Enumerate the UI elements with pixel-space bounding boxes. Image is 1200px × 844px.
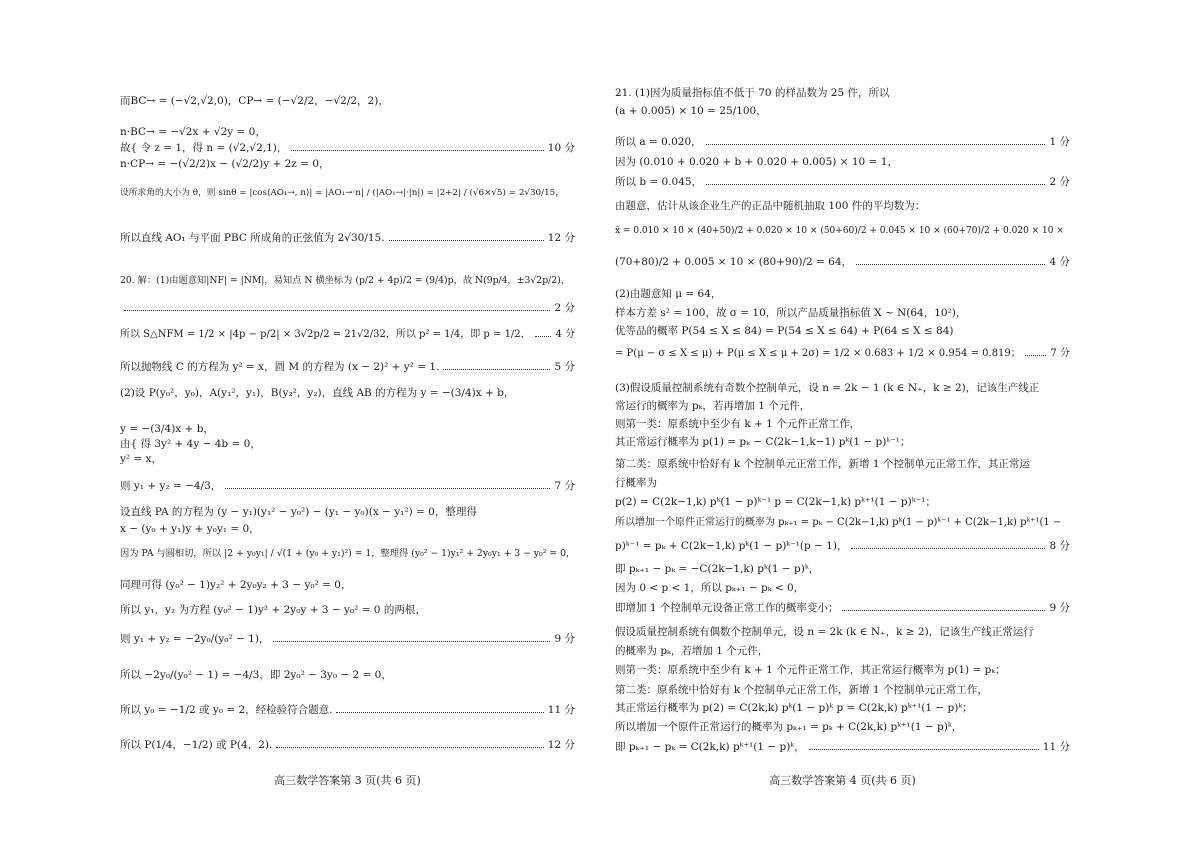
answer-line-text: 所以 y₀ = −1/2 或 y₀ = 2，经检验符合题意. [120, 704, 333, 716]
answer-line [615, 663, 1070, 677]
answer-line-text: (3)假设质量控制系统有奇数个控制单元，设 n = 2k − 1 (k ∈ N₊，k ≥ 2)，记该生产线正 [615, 382, 1040, 394]
answer-line-text: 假设质量控制系统有偶数个控制单元，设 n = 2k (k ∈ N₊，k ≥ 2)，记该生产线正常运行 [615, 626, 1034, 638]
score-leader-dots [706, 175, 1045, 185]
answer-line [615, 562, 1070, 576]
score-leader-dots [842, 601, 1045, 611]
answer-line-text: 的概率为 pₖ，若增加 1 个元件， [615, 645, 769, 657]
answer-line [120, 668, 575, 682]
answer-line-text: 设所求角的大小为 θ，则 sinθ = |cos⟨AO₁→, n⟩| = |AO₁→·n| / (|AO₁→|·|n|) = |2+2| / (√6×√5) = 2√30/15， [120, 188, 564, 198]
score-marker: 4 分 [1049, 256, 1070, 268]
answer-line-text: (2)设 P(y₀²，y₀)，A(y₁²，y₁)，B(y₂²，y₂)，直线 AB 的方程为 y = −(3/4)x + b， [120, 387, 515, 399]
answer-line-text: 优等品的概率 P(54 ≤ X ≤ 84) = P(54 ≤ X ≤ 64) + P(64 ≤ X ≤ 84) [615, 325, 954, 337]
score-leader-dots [124, 301, 550, 311]
answer-line-text: 由{ 得 3y² + 4y − 4b = 0， [120, 438, 261, 450]
answer-line [120, 547, 575, 561]
answer-line-text: 则第一类：原系统中至少有 k + 1 个元件正常工作，其正常运行概率为 p(1) = pₖ； [615, 664, 1006, 676]
score-leader-dots [706, 135, 1046, 145]
answer-line-text: 则第一类：原系统中至少有 k + 1 个元件正常工作， [615, 418, 861, 430]
score-leader-dots [291, 141, 543, 151]
answer-line-text: 样本方差 s² = 100，故 σ = 10，所以产品质量指标值 X ~ N(64，10²)， [615, 307, 967, 319]
answer-line [120, 505, 575, 519]
answer-line [615, 399, 1070, 413]
answer-line-text: 常运行的概率为 pₖ，若再增加 1 个元件， [615, 400, 811, 412]
answer-line-text: 所以增加一个原件正常运行的概率为 pₖ₊₁ = pₖ − C(2k−1,k) pᵏ(1 − p)ᵏ⁻¹ + C(2k−1,k) pᵏ⁺¹(1 − [615, 517, 1062, 528]
answer-line [120, 186, 575, 200]
answer-line [615, 417, 1070, 431]
right-page-footer: 高三数学答案第 4 页(共 6 页) [769, 774, 916, 787]
answer-line-text: 即 pₖ₊₁ − pₖ = −C(2k−1,k) pᵏ(1 − p)ᵏ， [615, 563, 820, 575]
answer-line [120, 603, 575, 617]
answer-line [615, 435, 1070, 449]
answer-line-text: 则 y₁ + y₂ = −2y₀/(y₀² − 1)， [120, 633, 270, 645]
answer-line-text: 所以 −2y₀/(y₀² − 1) = −4/3，即 2y₀² − 3y₀ − 2 = 0， [120, 669, 392, 681]
answer-line-text: 所以 y₁，y₂ 为方程 (y₀² − 1)y² + 2y₀y + 3 − y₀² = 0 的两根， [120, 604, 426, 616]
answer-line-text: 因为 (0.010 + 0.020 + b + 0.020 + 0.005) × 10 = 1， [615, 156, 898, 168]
answer-line [615, 287, 1070, 301]
answer-line-text: 行概率为 [615, 477, 657, 489]
score-marker: 7 分 [554, 480, 575, 492]
answer-line [615, 199, 1070, 213]
score-leader-dots [1025, 346, 1047, 356]
answer-line-text: y = −(3/4)x + b， [120, 423, 214, 435]
answer-line [120, 452, 575, 466]
answer-line-text: 所以 P(1/4，−1/2) 或 P(4，2). [120, 739, 273, 751]
answer-line [615, 155, 1070, 169]
score-marker: 10 分 [547, 142, 575, 154]
answer-line [615, 224, 1070, 238]
answer-line-text: 即 pₖ₊₁ − pₖ = C(2k,k) pᵏ⁺¹(1 − p)ᵏ， [615, 741, 805, 753]
answer-line-text: 其正常运行概率为 p(1) = pₖ − C(2k−1,k−1) pᵏ(1 − p)ᵏ⁻¹； [615, 436, 911, 448]
answer-line [615, 601, 1070, 615]
answer-line [615, 306, 1070, 320]
answer-line [120, 157, 575, 171]
answer-line-text: 其正常运行概率为 p(2) = C(2k,k) pᵏ(1 − p)ᵏ p = C(2k,k) pᵏ⁺¹(1 − p)ᵏ； [615, 702, 973, 714]
answer-line [615, 135, 1070, 149]
answer-line [120, 422, 575, 436]
answer-line [615, 457, 1070, 471]
score-marker: 9 分 [554, 633, 575, 645]
answer-line [120, 437, 575, 451]
score-leader-dots [336, 703, 543, 713]
answer-line [615, 175, 1070, 189]
score-leader-dots [851, 539, 1045, 549]
score-marker: 11 分 [1042, 741, 1070, 753]
answer-line [120, 327, 575, 342]
answer-line-text: 则 y₁ + y₂ = −4/3， [120, 480, 222, 492]
answer-line-text: 所以 a = 0.020， [615, 136, 702, 148]
score-marker: 5 分 [554, 361, 575, 373]
score-marker: 1 分 [1049, 136, 1070, 148]
score-leader-dots [273, 632, 550, 642]
score-leader-dots [535, 327, 552, 337]
score-marker: 2 分 [1049, 176, 1070, 188]
score-marker: 12 分 [547, 232, 575, 244]
score-marker: 12 分 [547, 739, 575, 751]
answer-line [120, 94, 575, 108]
answer-line [615, 255, 1070, 269]
answer-line-text: 即增加 1 个控制单元设备正常工作的概率变小； [615, 602, 839, 614]
answer-line [120, 632, 575, 646]
left-page-footer: 高三数学答案第 3 页(共 6 页) [274, 774, 421, 787]
answer-line-text: 第二类：原系统中恰好有 k 个控制单元正常工作，新增 1 个控制单元正常工作，其正常运 [615, 458, 1030, 470]
score-leader-dots [389, 231, 544, 241]
answer-line-text: 因为 PA 与圆相切，所以 |2 + y₀y₁| / √(1 + (y₀ + y₁)²) = 1，整理得 (y₀² − 1)y₁² + 2y₀y₁ + 3 − y₀² = 0， [120, 548, 576, 559]
answer-line-text: 所以直线 AO₁ 与平面 PBC 所成角的正弦值为 2√30/15. [120, 232, 385, 244]
answer-line-text: n·BC→ = −√2x + √2y = 0， [120, 126, 266, 138]
score-marker: 8 分 [1049, 540, 1070, 552]
score-marker: 2 分 [554, 302, 575, 314]
answer-line [615, 516, 1070, 530]
answer-line [120, 703, 575, 717]
answer-line [615, 346, 1070, 361]
answer-line-text: p)ᵏ⁻¹ = pₖ + C(2k−1,k) pᵏ(1 − p)ᵏ⁻¹(p − 1)， [615, 540, 848, 552]
answer-line [615, 381, 1070, 395]
answer-line [120, 386, 575, 400]
answer-line-text: (a + 0.005) × 10 = 25/100， [615, 105, 767, 117]
answer-line-text: 20. 解：(1)由题意知|NF| = |NM|，易知点 N 横坐标为 (p/2 + 4p)/2 = (9/4)p，故 N(9p/4，±3√2p/2)， [120, 275, 570, 286]
score-marker: 7 分 [1050, 348, 1070, 359]
answer-line [615, 104, 1070, 118]
answer-line-text: x − (y₀ + y₁)y + y₀y₁ = 0， [120, 523, 260, 535]
answer-line-text: 21. (1)因为质量指标值不低于 70 的样品数为 25 件，所以 [615, 87, 890, 99]
score-leader-dots [443, 360, 550, 370]
score-leader-dots [276, 738, 543, 748]
answer-line-text: (70+80)/2 + 0.005 × 10 × (80+90)/2 = 64， [615, 256, 853, 268]
answer-line-text: x̄ = 0.010 × 10 × (40+50)/2 + 0.020 × 10 × (50+60)/2 + 0.045 × 10 × (60+70)/2 + 0.020 × 10 × [615, 226, 1064, 236]
answer-line [120, 738, 575, 752]
answer-line [120, 360, 575, 374]
answer-line [615, 539, 1070, 553]
answer-line [615, 495, 1070, 509]
score-leader-dots [809, 740, 1039, 750]
answer-line [615, 740, 1070, 754]
answer-line-text: 而BC→ = (−√2,√2,0)，CP→ = (−√2/2，−√2/2，2)， [120, 95, 389, 107]
answer-line-text: 设直线 PA 的方程为 (y − y₁)(y₁² − y₀²) − (y₁ − y₀)(x − y₁²) = 0，整理得 [120, 506, 477, 518]
answer-line-text: y² = x， [120, 453, 163, 465]
answer-line [120, 231, 575, 245]
answer-line [615, 720, 1070, 734]
answer-line-text: p(2) = C(2k−1,k) pᵏ(1 − p)ᵏ⁻¹ p = C(2k−1,k) pᵏ⁺¹(1 − p)ᵏ⁻¹； [615, 496, 936, 508]
answer-line-text: 所以 S△NFM = 1/2 × |4p − p/2| × 3√2p/2 = 21√2/32，所以 p² = 1/4，即 p = 1/2， [120, 329, 531, 340]
answer-line [120, 125, 575, 139]
answer-line-text: 由题意，估计从该企业生产的正品中随机抽取 100 件的平均数为： [615, 200, 926, 212]
answer-line-text: n·CP→ = −(√2/2)x − (√2/2)y + 2z = 0， [120, 158, 330, 170]
score-leader-dots [856, 255, 1045, 265]
answer-line [615, 86, 1070, 100]
answer-line [120, 522, 575, 536]
answer-line [615, 476, 1070, 490]
answer-line-text: = P(μ − σ ≤ X ≤ μ) + P(μ ≤ X ≤ μ + 2σ) = 1/2 × 0.683 + 1/2 × 0.954 = 0.819； [615, 348, 1021, 359]
answer-line-text: 因为 0 < p < 1，所以 pₖ₊₁ − pₖ < 0， [615, 582, 805, 594]
answer-line-text: (2)由题意知 μ = 64， [615, 288, 722, 300]
left-page [120, 0, 575, 844]
score-leader-dots [225, 479, 550, 489]
answer-line-text: 故{ 令 z = 1，得 n = (√2,√2,1)， [120, 142, 288, 154]
answer-line-text: 第二类：原系统中恰好有 k 个控制单元正常工作，新增 1 个控制单元正常工作， [615, 684, 988, 696]
answer-line [120, 578, 575, 592]
answer-line [120, 141, 575, 155]
score-marker: 11 分 [547, 704, 575, 716]
answer-line [615, 644, 1070, 658]
answer-line-text: 同理可得 (y₀² − 1)y₂² + 2y₀y₂ + 3 − y₀² = 0， [120, 579, 352, 591]
answer-line [120, 301, 575, 315]
answer-line-text: 所以 b = 0.045， [615, 176, 703, 188]
answer-line-text: 所以增加一个原件正常运行的概率为 pₖ₊₁ = pₖ + C(2k,k) pᵏ⁺¹(1 − p)ᵏ， [615, 721, 963, 733]
answer-line [615, 581, 1070, 595]
answer-line [615, 683, 1070, 697]
right-page [615, 0, 1070, 844]
answer-line [615, 324, 1070, 338]
answer-line [615, 625, 1070, 639]
score-marker: 4 分 [555, 329, 575, 340]
answer-line [120, 479, 575, 493]
answer-line [615, 701, 1070, 715]
answer-line-text: 所以抛物线 C 的方程为 y² = x，圆 M 的方程为 (x − 2)² + y² = 1. [120, 361, 440, 373]
score-marker: 9 分 [1049, 602, 1070, 614]
answer-line [120, 274, 575, 288]
